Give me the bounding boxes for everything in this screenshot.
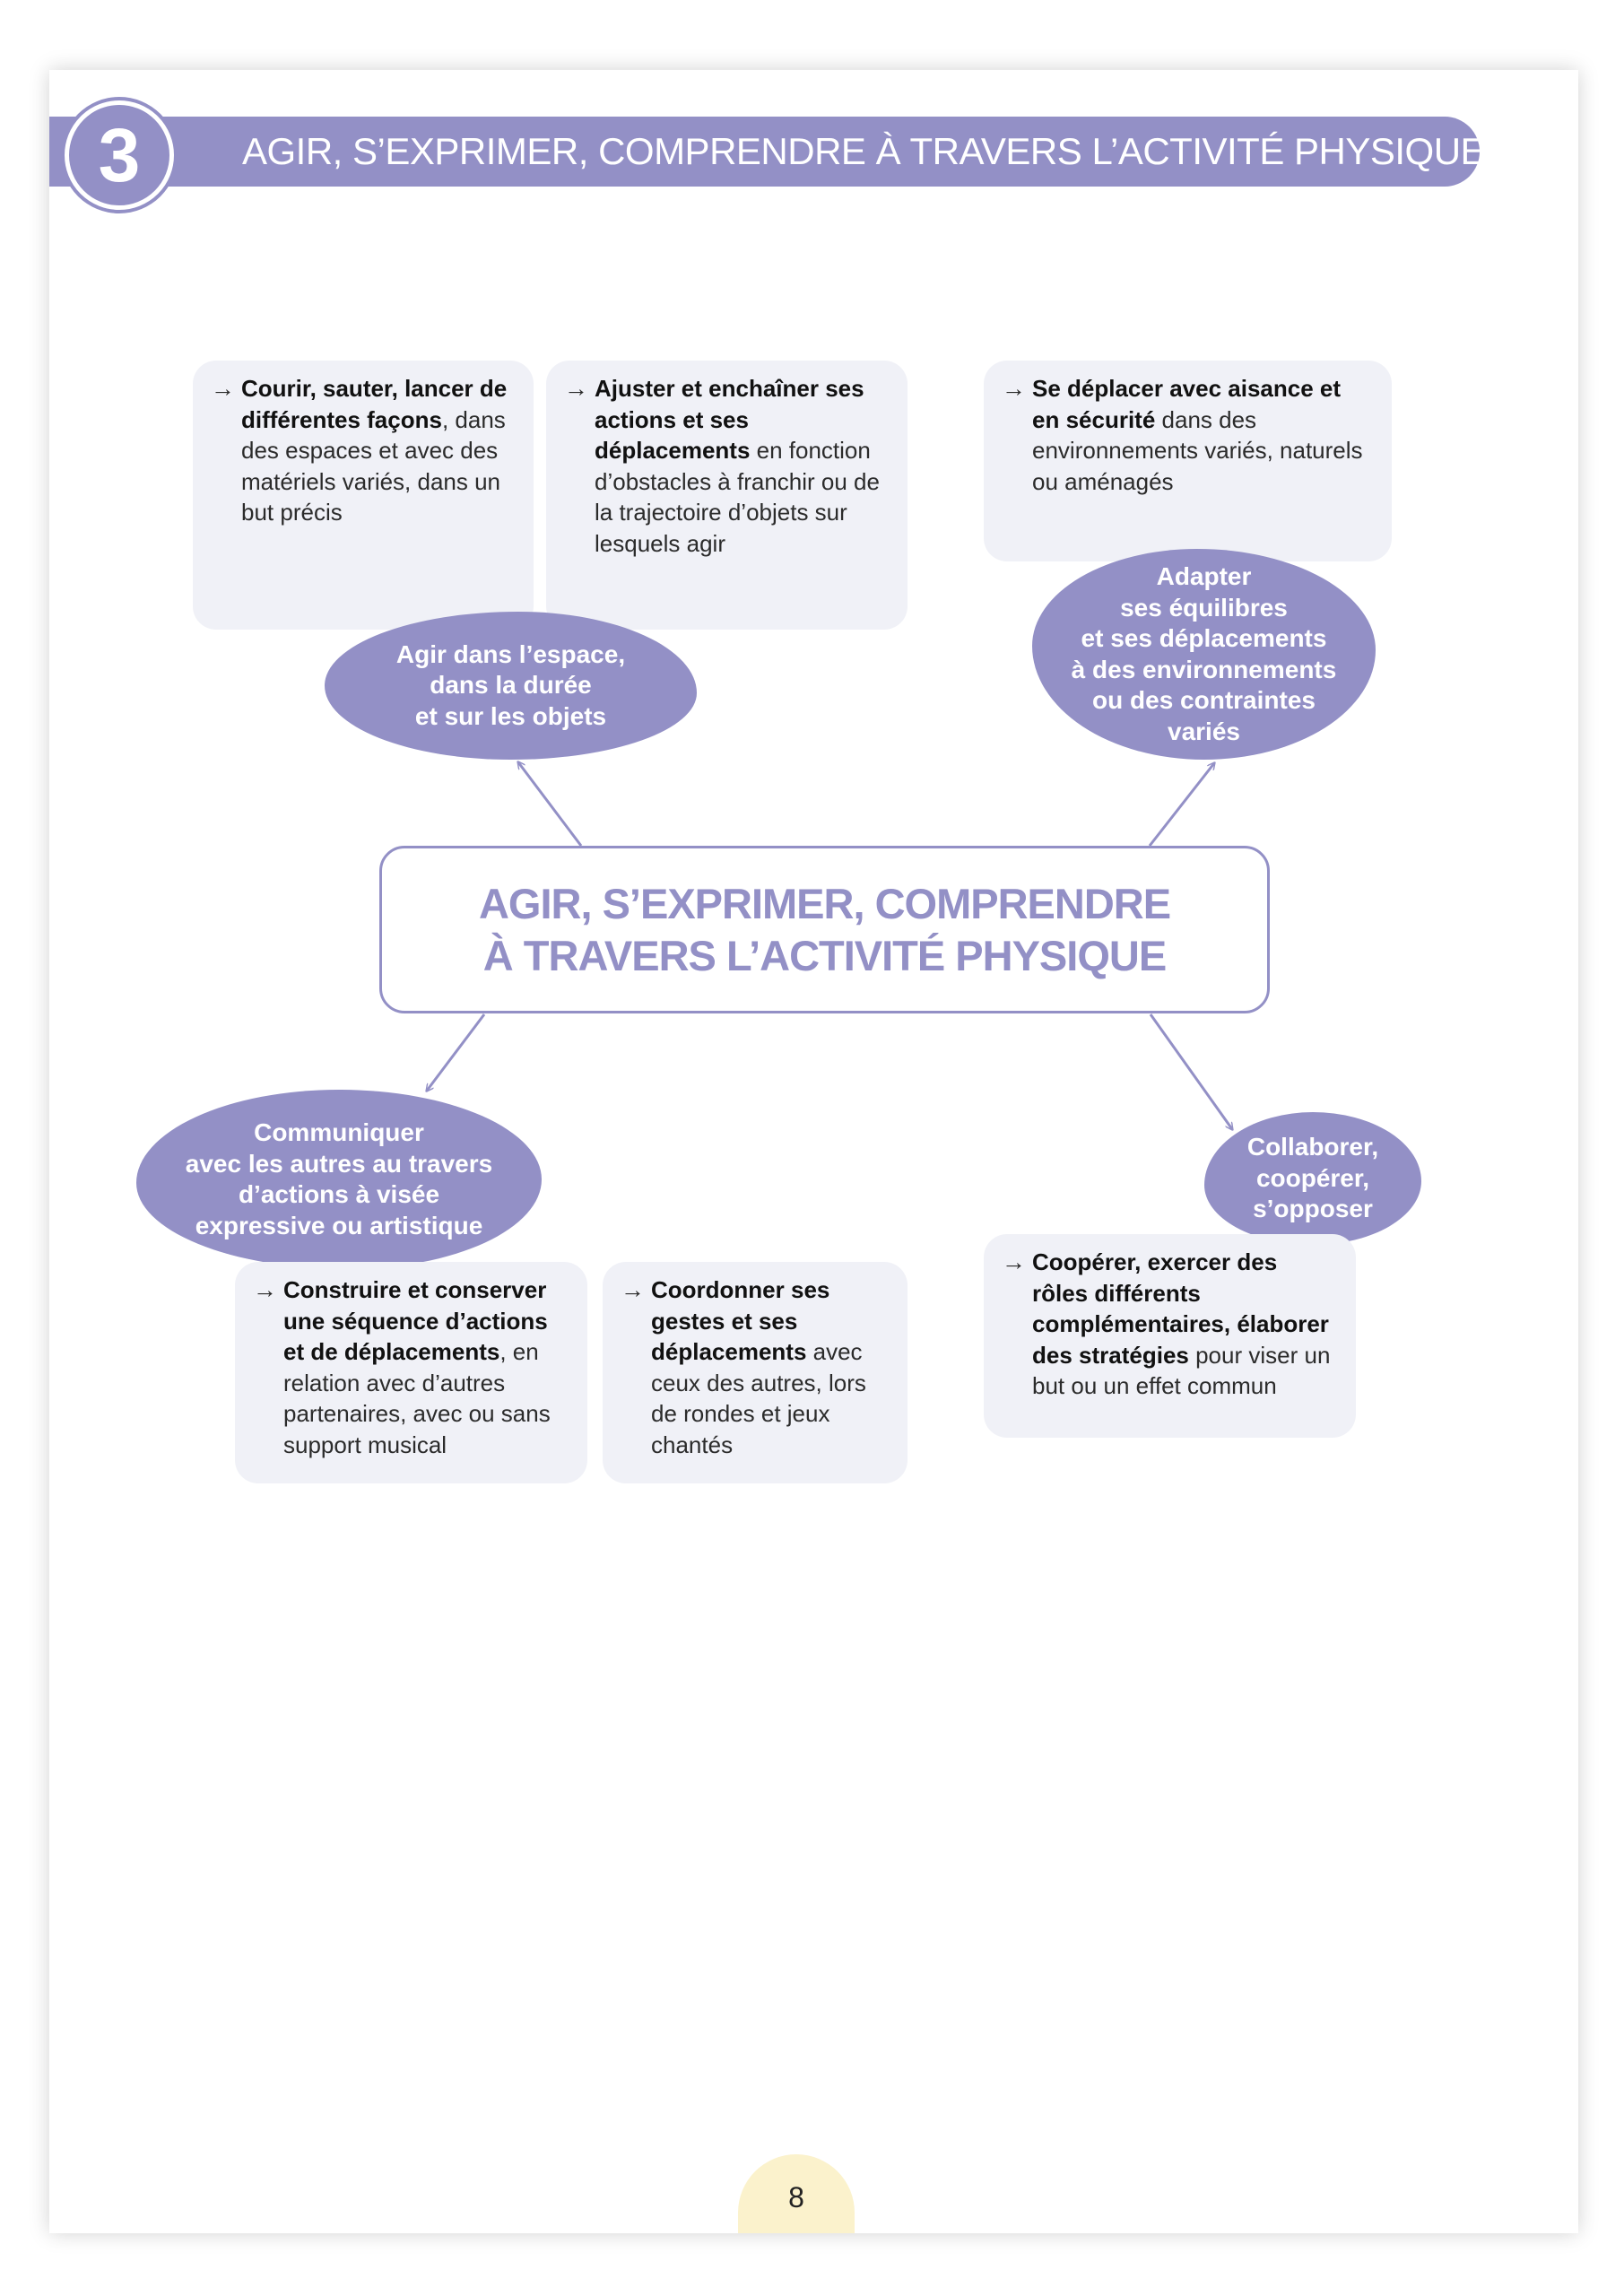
card-text: en fonction d’obstacles à franchir ou de la trajectoire d’objets sur lesquels agir <box>595 437 880 557</box>
theme-label-line: à des environnements <box>1071 655 1337 683</box>
theme-label-line: Agir dans l’espace, <box>395 639 626 668</box>
card-ajuster <box>546 361 908 630</box>
card-construire <box>235 1262 587 1483</box>
card-text: avec ceux des autres, lors de rondes et jeux chantés <box>651 1338 866 1458</box>
arrow-to-communiquer <box>427 1014 484 1091</box>
arrow-to-collaborer <box>1151 1014 1232 1129</box>
card-bold-text: Coopérer, exercer des rôles différents complémentaires, élaborer des stratégies <box>1032 1248 1329 1369</box>
theme-label-line: ses équilibres <box>1120 593 1288 622</box>
arrow-right-icon: → <box>1002 1248 1026 1275</box>
central-title-line: À TRAVERS L’ACTIVITÉ PHYSIQUE <box>482 931 1167 979</box>
theme-label-line: expressive ou artistique <box>195 1211 483 1239</box>
card-bold-text: Ajuster et enchaîner ses actions et ses déplacements <box>595 375 864 464</box>
arrow-right-icon: → <box>564 375 588 402</box>
theme-label-line: Adapter <box>1156 562 1252 590</box>
arrow-right-icon: → <box>621 1276 645 1303</box>
theme-label-line: Collaborer, <box>1246 1133 1379 1161</box>
page-number: 8 <box>738 2154 855 2233</box>
theme-communiquer <box>136 1090 542 1269</box>
theme-agir <box>325 612 697 760</box>
card-bold-text: Coordonner ses gestes et ses déplacements <box>651 1276 830 1365</box>
arrow-to-agir <box>518 762 581 846</box>
card-bold-text: Construire et conserver une séquence d’actions et de déplacements <box>283 1276 548 1365</box>
theme-label-line: variés <box>1168 717 1240 745</box>
central-title-box <box>379 846 1270 1013</box>
card-coordonner <box>603 1262 908 1483</box>
theme-label-line: Communiquer <box>254 1118 424 1146</box>
theme-label-line: d’actions à visée <box>238 1180 440 1208</box>
card-bold-text: Courir, sauter, lancer de différentes façons <box>241 375 508 433</box>
theme-adapter <box>1032 549 1376 760</box>
theme-label-line: dans la durée <box>430 671 592 700</box>
theme-label-line: et sur les objets <box>414 701 607 730</box>
card-cooperer <box>984 1234 1356 1438</box>
card-text: , en relation avec d’autres partenaires, avec ou sans support musical <box>283 1338 551 1458</box>
arrow-to-adapter <box>1150 763 1214 846</box>
card-text: , dans des espaces et avec des matériels variés, dans un but précis <box>241 405 506 526</box>
card-bold-text: Se déplacer avec aisance et en sécurité <box>1032 375 1342 433</box>
central-title-line: AGIR, S’EXPRIMER, COMPRENDRE <box>478 879 1171 927</box>
card-se-deplacer <box>984 361 1392 561</box>
theme-label-line: et ses déplacements <box>1081 624 1327 652</box>
header-title: AGIR, S’EXPRIMER, COMPRENDRE À TRAVERS L’ACTIVITÉ PHYSIQUE <box>242 130 1486 172</box>
arrow-right-icon: → <box>1002 375 1026 402</box>
card-text: pour viser un but ou un effet commun <box>1032 1341 1331 1399</box>
theme-label-line: coopérer, <box>1255 1163 1370 1192</box>
section-number-badge: 3 <box>65 100 174 210</box>
arrow-right-icon: → <box>253 1276 277 1303</box>
theme-label-line: avec les autres au travers <box>185 1149 493 1178</box>
theme-collaborer <box>1204 1112 1421 1245</box>
arrow-right-icon: → <box>211 375 235 402</box>
card-courir <box>193 361 534 630</box>
card-text: dans des environnements variés, naturels ou aménagés <box>1032 405 1363 495</box>
theme-label-line: ou des contraintes <box>1092 686 1316 714</box>
theme-label-line: s’opposer <box>1253 1195 1373 1223</box>
